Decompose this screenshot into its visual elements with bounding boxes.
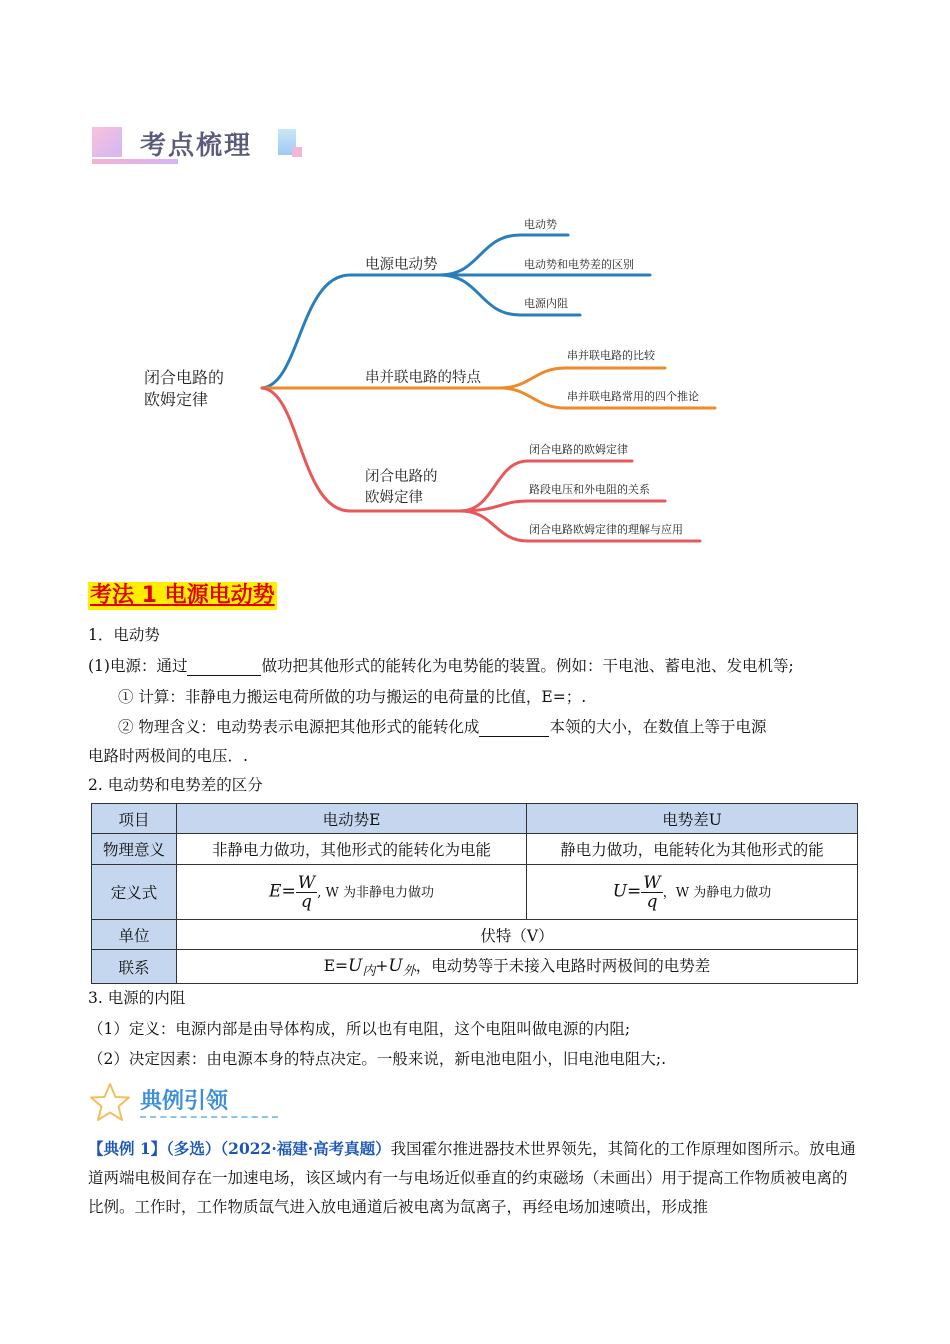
table-cell-relation: $E=U_内+U_外$，电动势等于未接入电路时两极间的电势差 bbox=[177, 950, 858, 984]
table-cell: 伏特（V） bbox=[177, 920, 858, 950]
paragraph-definition: （1）定义：电源内部是由导体构成，所以也有电阻，这个电阻叫做电源的内阻; bbox=[88, 1020, 631, 1038]
table-cell: 非静电力做功，其他形式的能转化为电能 bbox=[177, 834, 527, 865]
table-header-cell: 项目 bbox=[92, 804, 177, 834]
table-cell: 静电力做功，电能转化为其他形式的能 bbox=[527, 834, 858, 865]
banner-decor-block bbox=[92, 127, 122, 157]
paragraph-meaning-cont: 电路时两极间的电压．. bbox=[88, 747, 248, 765]
example-section-title: 典例引领 bbox=[140, 1089, 229, 1114]
kaofa-title: 考法 1 电源电动势 bbox=[90, 583, 275, 608]
paragraph-calculation: ① 计算：非静电力搬运电荷所做的功与搬运的电荷量的比值，E=；. bbox=[118, 688, 587, 706]
mindmap-leaf: 闭合电路欧姆定律的理解与应用 bbox=[529, 523, 683, 536]
heading-internal-resistance: 3. 电源的内阻 bbox=[88, 989, 186, 1007]
table-row-label: 定义式 bbox=[92, 865, 177, 920]
mindmap-leaf: 串并联电路常用的四个推论 bbox=[567, 390, 699, 403]
mindmap-branch-label: 串并联电路的特点 bbox=[365, 370, 481, 386]
mindmap-leaf: 路段电压和外电阻的关系 bbox=[529, 483, 650, 496]
star-icon bbox=[88, 1082, 132, 1122]
dashed-underline bbox=[140, 1116, 278, 1118]
paragraph-factors: （2）决定因素：由电源本身的特点决定。一般来说，新电池电阻小，旧电池电阻大;. bbox=[88, 1050, 667, 1068]
formula-emf: E= $\frac{W}{q}$ , W 为非静电力做功 bbox=[177, 865, 527, 920]
section-title: 考点梳理 bbox=[140, 131, 253, 161]
mindmap-leaf: 电动势和电势差的区别 bbox=[524, 258, 634, 271]
mindmap-root: 闭合电路的 欧姆定律 bbox=[144, 368, 225, 409]
comparison-table bbox=[91, 803, 858, 984]
fill-blank bbox=[187, 659, 261, 676]
mindmap-leaf: 电源内阻 bbox=[524, 297, 568, 310]
example-section-header bbox=[88, 1082, 248, 1120]
leaf-line bbox=[500, 368, 665, 388]
table-header-cell: 电动势E bbox=[177, 804, 527, 834]
table-row-label: 物理意义 bbox=[92, 834, 177, 865]
section-banner bbox=[92, 125, 312, 167]
mindmap-branch-label: 电源电动势 bbox=[365, 257, 438, 273]
mindmap-branch-label: 闭合电路的 欧姆定律 bbox=[365, 469, 438, 506]
formula-potential: U= $\frac{W}{q}$ ，W 为静电力做功 bbox=[527, 865, 858, 920]
example-paragraph: 【典例 1】（多选）（2022·福建·高考真题）我国霍尔推进器技术世界领先，其简化的工作原理如图所示。放电通道两端电极间存在一加速电场，该区域内有一与电场近似垂直的约束磁场（未画出）用于提高工作物质被电离的比例。工作时，工作物质氙气进入放电通道后被电离为氙离子，再经电场加速喷出，形成推 bbox=[88, 1139, 856, 1216]
leaf-line bbox=[460, 501, 665, 511]
table-row-label: 联系 bbox=[92, 950, 177, 984]
example-tag: 【典例 1】（多选）（2022·福建·高考真题） bbox=[88, 1139, 391, 1158]
fraction: $\frac{W}{q}$ bbox=[297, 872, 316, 912]
heading-emf-vs-potential: 2. 电动势和电势差的区分 bbox=[88, 776, 263, 794]
paragraph-power-source: (1)电源：通过 做功把其他形式的能转化为电势能的装置。例如：干电池、蓄电池、发电机等; bbox=[88, 657, 794, 675]
mindmap-leaf: 电动势 bbox=[524, 218, 557, 231]
banner-decor-block bbox=[292, 147, 302, 157]
mindmap-leaf: 串并联电路的比较 bbox=[567, 349, 655, 362]
heading-emf: 1．电动势 bbox=[88, 626, 160, 644]
fraction: $\frac{W}{q}$ bbox=[643, 872, 661, 912]
paragraph-meaning: ② 物理含义：电动势表示电源把其他形式的能转化成 本领的大小，在数值上等于电源 bbox=[118, 718, 767, 736]
fill-blank bbox=[479, 720, 549, 737]
table-header-cell: 电势差U bbox=[527, 804, 858, 834]
table-row-label: 单位 bbox=[92, 920, 177, 950]
mindmap-leaf: 闭合电路的欧姆定律 bbox=[529, 443, 628, 456]
